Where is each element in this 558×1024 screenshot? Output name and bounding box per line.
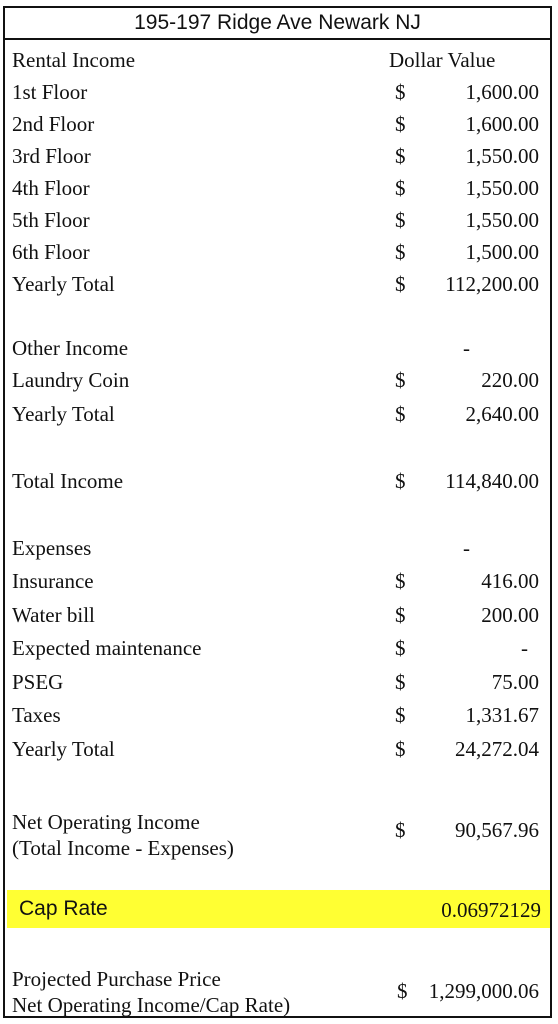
row-label: Yearly Total <box>12 737 115 761</box>
expenses-header: Expenses <box>12 536 92 560</box>
sheet-title: 195-197 Ridge Ave Newark NJ <box>5 8 550 40</box>
noi-label: Net Operating Income <box>12 810 200 834</box>
row-label: PSEG <box>12 670 64 694</box>
row-label: 4th Floor <box>12 176 90 200</box>
row-label: Yearly Total <box>12 402 115 426</box>
cap-rate-value: 0.06972129 <box>441 898 541 922</box>
header-dash: - <box>463 536 470 560</box>
cap-rate-row <box>7 890 550 928</box>
row-label: Laundry Coin <box>12 368 130 392</box>
currency-symbol: $ <box>395 368 406 392</box>
row-value: 416.00 <box>481 569 539 593</box>
currency-symbol: $ <box>395 272 406 296</box>
currency-symbol: $ <box>397 979 408 1003</box>
purchase-sublabel: Net Operating Income/Cap Rate) <box>12 993 291 1017</box>
row-label: 6th Floor <box>12 240 90 264</box>
currency-symbol: $ <box>395 240 406 264</box>
purchase-price-row <box>5 966 550 1022</box>
row-label: Total Income <box>12 469 124 493</box>
row-value: 114,840.00 <box>445 469 539 493</box>
noi-sublabel: (Total Income - Expenses) <box>12 836 234 860</box>
rental-income-header: Rental Income <box>12 48 136 72</box>
row-label: Insurance <box>12 569 94 593</box>
other-income-header: Other Income <box>12 336 129 360</box>
row-value: 220.00 <box>481 368 539 392</box>
row-value: 1,331.67 <box>465 703 539 727</box>
row-value: 2,640.00 <box>465 402 539 426</box>
row-label: 2nd Floor <box>12 112 95 136</box>
currency-symbol: $ <box>395 703 406 727</box>
currency-symbol: $ <box>395 737 406 761</box>
row-label: Yearly Total <box>12 272 115 296</box>
row-label: Taxes <box>12 703 61 727</box>
row-value: 1,550.00 <box>465 144 539 168</box>
row-value: 75.00 <box>491 670 539 694</box>
currency-symbol: $ <box>395 603 406 627</box>
currency-symbol: $ <box>395 636 406 660</box>
noi-value: 90,567.96 <box>455 818 539 842</box>
row-value: 1,550.00 <box>465 208 539 232</box>
row-label: 5th Floor <box>12 208 90 232</box>
currency-symbol: $ <box>395 402 406 426</box>
currency-symbol: $ <box>395 112 406 136</box>
header-dash: - <box>463 336 470 360</box>
currency-symbol: $ <box>395 469 406 493</box>
row-label: 1st Floor <box>12 80 88 104</box>
row-value: 200.00 <box>481 603 539 627</box>
row-value: 1,600.00 <box>465 112 539 136</box>
row-value: - <box>521 636 528 660</box>
currency-symbol: $ <box>395 569 406 593</box>
currency-symbol: $ <box>395 144 406 168</box>
currency-symbol: $ <box>395 818 406 842</box>
row-value: 1,600.00 <box>465 80 539 104</box>
currency-symbol: $ <box>395 670 406 694</box>
row-label: Water bill <box>12 603 95 627</box>
property-income-sheet <box>3 6 552 1018</box>
row-value: 1,500.00 <box>465 240 539 264</box>
purchase-label: Projected Purchase Price <box>12 967 221 991</box>
row-value: 1,550.00 <box>465 176 539 200</box>
purchase-price-value: 1,299,000.06 <box>428 979 539 1003</box>
row-label: Expected maintenance <box>12 636 202 660</box>
row-value: 112,200.00 <box>445 272 539 296</box>
dollar-value-header: Dollar Value <box>389 48 496 72</box>
row-value: 24,272.04 <box>455 737 539 761</box>
noi-row <box>5 809 550 865</box>
currency-symbol: $ <box>395 176 406 200</box>
currency-symbol: $ <box>395 208 406 232</box>
currency-symbol: $ <box>395 80 406 104</box>
cap-rate-label: Cap Rate <box>19 897 108 920</box>
row-label: 3rd Floor <box>12 144 91 168</box>
